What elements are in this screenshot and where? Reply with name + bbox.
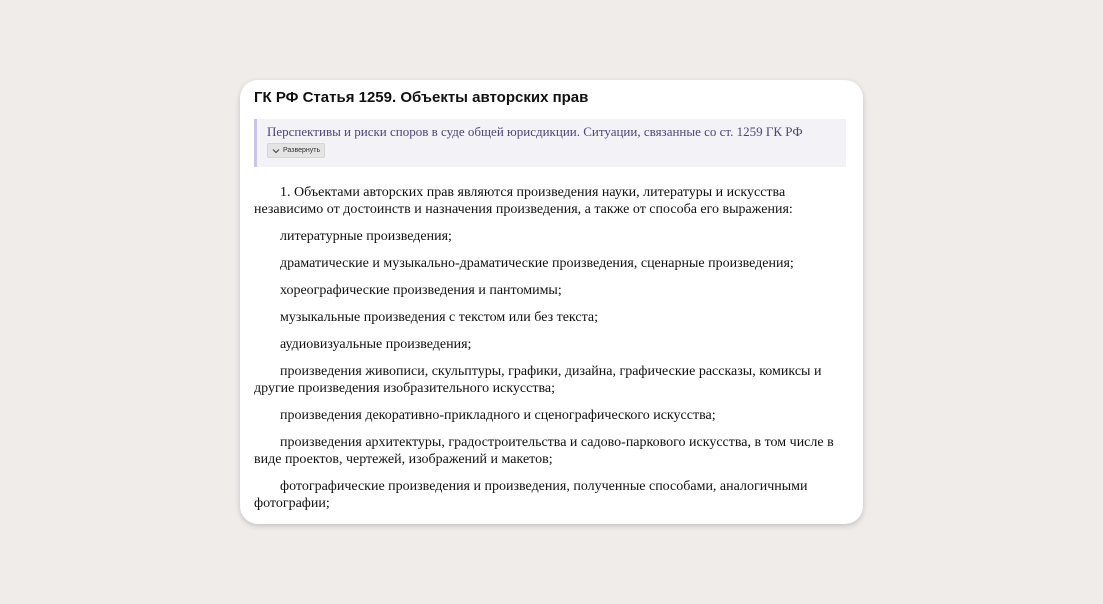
expand-button-label: Развернуть: [283, 147, 321, 154]
article-content: [254, 184, 846, 512]
article-card: [240, 80, 863, 524]
article-paragraph: произведения живописи, скульптуры, графики, дизайна, графические рассказы, комиксы и другие произведения изобразительного искусства;: [254, 363, 822, 396]
article-paragraph: литературные произведения;: [280, 228, 452, 244]
expand-button[interactable]: [267, 143, 325, 158]
article-paragraph: произведения декоративно-прикладного и сценографического искусства;: [280, 407, 716, 423]
article-paragraph: произведения архитектуры, градостроительства и садово-паркового искусства, в том числе в виде проектов, чертежей, изображений и макетов;: [254, 434, 834, 467]
article-paragraph: 1. Объектами авторских прав являются произведения науки, литературы и искусства независимо от достоинств и назначения произведения, а также от способа его выражения:: [254, 184, 793, 217]
article-paragraph: аудиовизуальные произведения;: [280, 336, 472, 352]
article-paragraph: фотографические произведения и произведения, полученные способами, аналогичными фотографии;: [254, 478, 808, 511]
related-practice-notice: [254, 119, 846, 167]
article-title: ГК РФ Статья 1259. Объекты авторских прав: [254, 89, 589, 106]
notice-text[interactable]: Перспективы и риски споров в суде общей юрисдикции. Ситуации, связанные со ст. 1259 ГК РФ: [267, 124, 803, 139]
article-paragraph: хореографические произведения и пантомимы;: [280, 282, 562, 298]
chevron-down-icon: [271, 146, 281, 156]
article-paragraph: драматические и музыкально-драматические произведения, сценарные произведения;: [280, 255, 794, 271]
article-paragraph: музыкальные произведения с текстом или без текста;: [280, 309, 598, 325]
